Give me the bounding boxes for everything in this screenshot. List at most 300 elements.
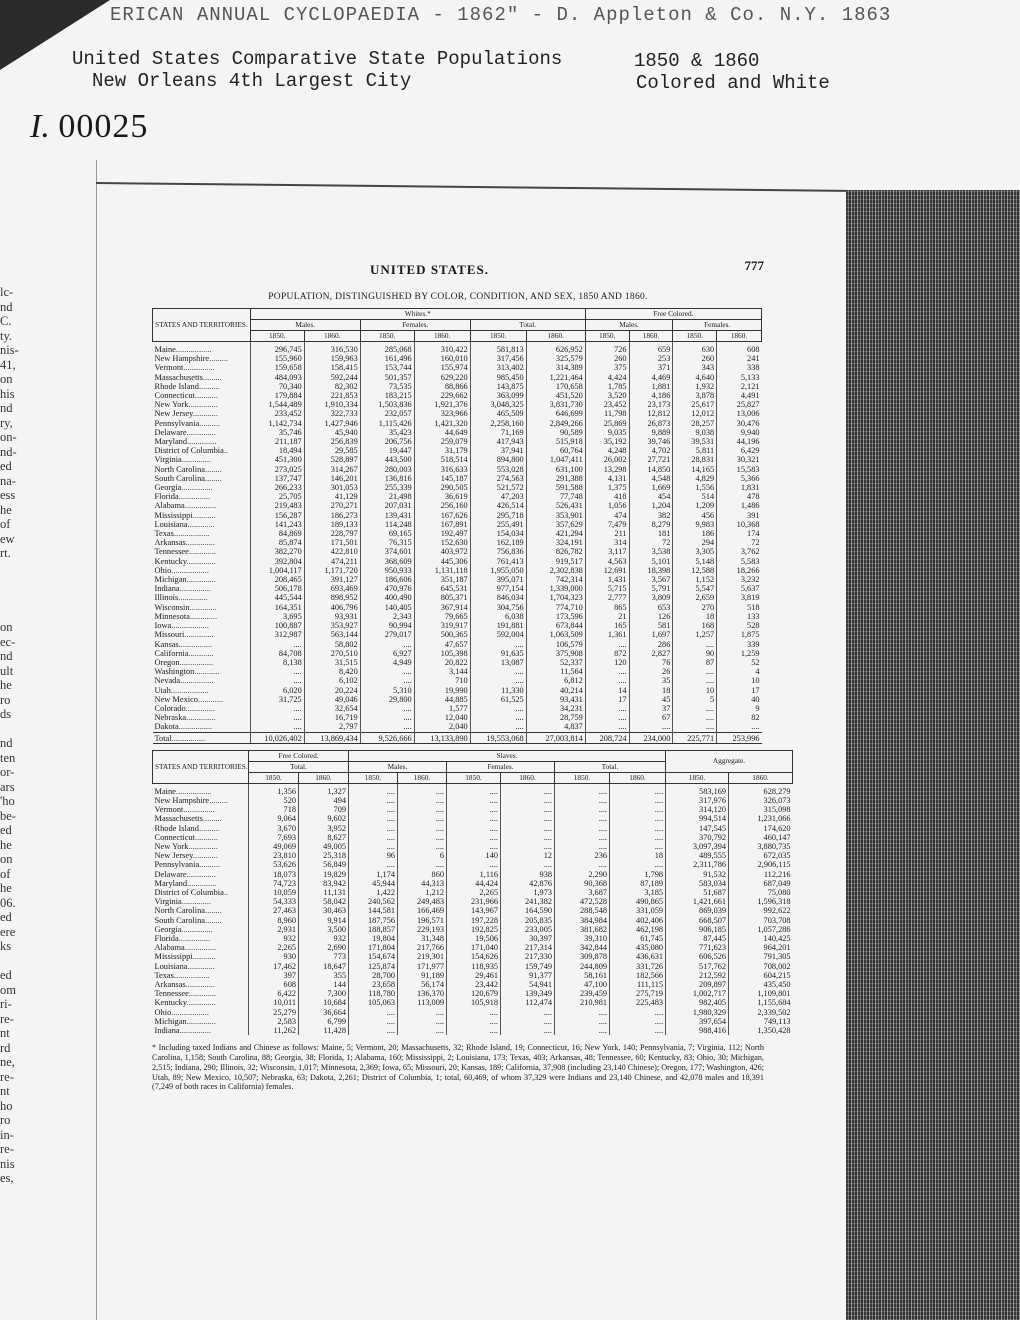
leader-dots: ............... [178, 492, 211, 502]
cell-value: 18,266 [717, 566, 762, 575]
cell-value: 2,265 [447, 888, 501, 897]
leader-dots: .............. [185, 538, 215, 548]
state-name: Vermont [154, 363, 184, 373]
state-name: Louisiana [154, 519, 188, 529]
state-name: Oregon [154, 657, 180, 667]
cell-value: 2,659 [673, 593, 717, 602]
cell-value: .... [717, 722, 762, 732]
row-label [153, 342, 251, 355]
leader-dots: ................. [175, 345, 212, 354]
cell-value: 84,708 [250, 649, 304, 658]
cell-value: 211,187 [250, 437, 304, 446]
cell-value: 17,462 [249, 962, 299, 971]
cell-value: 29,461 [447, 971, 501, 980]
cell-value: 826,782 [526, 547, 585, 556]
cell-value: 470,976 [360, 584, 414, 593]
cell-value: .... [470, 667, 526, 676]
margin-fragment: ne, [0, 1055, 15, 1069]
cell-value: 514 [673, 492, 717, 501]
cell-value: 1,209 [673, 501, 717, 510]
cell-value: 186,273 [304, 511, 360, 520]
cell-value: 35,746 [250, 428, 304, 437]
cell-value: .... [360, 667, 414, 676]
cell-value: 1,697 [629, 630, 673, 639]
year-header: 1850. [555, 772, 610, 783]
leader-dots: ............. [187, 961, 215, 971]
cell-value: 316,633 [414, 465, 470, 474]
state-name: Wisconsin [154, 602, 190, 612]
state-name: Rhode Island [154, 823, 199, 833]
cell-value: .... [398, 1008, 447, 1017]
cell-value: 143,967 [447, 906, 501, 915]
cell-value: 583,034 [666, 879, 729, 888]
leader-dots: ......... [209, 795, 228, 805]
cell-value: 645,531 [414, 584, 470, 593]
row-label [153, 897, 249, 906]
cell-value: 3,144 [414, 667, 470, 676]
sub-header-total: Total. [249, 761, 349, 772]
cell-value: 3,695 [250, 612, 304, 621]
cell-value: 183,215 [360, 391, 414, 400]
cell-value: 3,185 [610, 888, 666, 897]
cell-value: 357,629 [526, 520, 585, 529]
population-table-slaves-aggregate [152, 750, 793, 1035]
cell-value: 14,850 [629, 465, 673, 474]
table-row-total [153, 732, 762, 743]
cell-value: 31,179 [414, 446, 470, 455]
cell-value: 25,318 [299, 851, 349, 860]
cell-value: 28,759 [526, 713, 585, 722]
cell-value: 171,040 [447, 943, 501, 952]
cell-value: .... [585, 667, 629, 676]
cell-value: 4,563 [585, 557, 629, 566]
cell-value: .... [349, 833, 398, 842]
cell-value: 3,538 [629, 547, 673, 556]
cell-value: 11,131 [299, 888, 349, 897]
year-header: 1850. [585, 331, 629, 342]
cell-value: 14 [585, 686, 629, 695]
cell-value: 1,556 [673, 483, 717, 492]
cell-value: 1,486 [717, 501, 762, 510]
cell-value: .... [447, 860, 501, 869]
row-label [153, 492, 251, 501]
cell-value: .... [349, 860, 398, 869]
cell-value: 950,933 [360, 566, 414, 575]
state-name: Delaware [154, 869, 187, 879]
cell-value: 225,483 [610, 998, 666, 1007]
cell-value: 154,626 [447, 952, 501, 961]
table-row-mississippi [153, 511, 762, 520]
cell-value: 710 [414, 676, 470, 685]
cell-value: 4 [717, 667, 762, 676]
cell-value: 91,635 [470, 649, 526, 658]
cell-value: 363,099 [470, 391, 526, 400]
row-label [153, 437, 251, 446]
table-row-pennsylvania [153, 419, 762, 428]
cell-value: 255,491 [470, 520, 526, 529]
leader-dots: ........ [204, 473, 222, 483]
cell-value: .... [673, 676, 717, 685]
cell-value: 435,080 [610, 943, 666, 952]
cell-value: 581 [629, 621, 673, 630]
cell-value: .... [349, 1017, 398, 1026]
cell-value: 314,267 [304, 465, 360, 474]
cell-value: .... [447, 1026, 501, 1035]
state-name: Georgia [154, 924, 182, 934]
margin-fragment [0, 954, 40, 969]
table-row-kansas [153, 640, 762, 649]
row-label [153, 1008, 249, 1017]
cell-value: 136,370 [398, 989, 447, 998]
cell-value: 274,563 [470, 474, 526, 483]
cell-value: .... [250, 722, 304, 732]
cell-value: 5,310 [360, 686, 414, 695]
table-row-new-jersey [153, 851, 793, 860]
cell-value: 219,483 [250, 501, 304, 510]
state-name: Texas [154, 970, 174, 980]
cell-value: 211 [585, 529, 629, 538]
cell-value: 673,844 [526, 621, 585, 630]
margin-fragment: nd [0, 736, 13, 750]
cell-value: .... [360, 640, 414, 649]
table-row-illinois [153, 593, 762, 602]
cell-value: 9,064 [249, 814, 299, 823]
cell-value: 13,087 [470, 658, 526, 667]
cell-value: .... [501, 796, 555, 805]
cell-value: 170,658 [526, 382, 585, 391]
cell-value: .... [360, 704, 414, 713]
cell-value: 994,514 [666, 814, 729, 823]
document-id-prefix: I. [30, 108, 50, 145]
cell-value: 9 [717, 704, 762, 713]
cell-value: 2,339,502 [729, 1008, 793, 1017]
cell-value: 3,762 [717, 547, 762, 556]
cell-value: 314 [585, 538, 629, 547]
cell-value: 10 [673, 686, 717, 695]
cell-value: 489,555 [666, 851, 729, 860]
table-row-virginia [153, 455, 762, 464]
cell-value: 118,780 [349, 989, 398, 998]
margin-fragment: in- [0, 1127, 14, 1142]
state-name: Tennessee [154, 547, 189, 557]
state-name: Dakota [154, 722, 179, 732]
cell-value: 1,361 [585, 630, 629, 639]
state-name: Arkansas [154, 538, 186, 548]
state-name: Massachusetts [154, 814, 203, 824]
cell-value: .... [470, 676, 526, 685]
row-label [153, 879, 249, 888]
stub-header: STATES AND TERRITORIES. [153, 309, 251, 342]
margin-fragment: ks [0, 939, 12, 953]
total-value: 253,996 [717, 732, 762, 743]
cell-value: 630 [673, 342, 717, 355]
leader-dots: ............ [192, 851, 218, 861]
margin-fragment: re- [0, 1069, 14, 1084]
cell-value: 1,421,320 [414, 419, 470, 428]
state-name: Pennsylvania [154, 860, 200, 870]
row-label [153, 833, 249, 842]
cell-value: 164,590 [501, 906, 555, 915]
state-name: Massachusetts [154, 372, 203, 382]
margin-fragment: nt [0, 1084, 10, 1098]
cell-value: .... [349, 783, 398, 796]
book-page [152, 258, 791, 1092]
cell-value: 2,265 [249, 943, 299, 952]
cell-value: .... [447, 824, 501, 833]
cell-value: 326,073 [729, 796, 793, 805]
cell-value: 1,831 [717, 483, 762, 492]
table-row-new-mexico [153, 695, 762, 704]
cell-value: 1,204 [629, 501, 673, 510]
cell-value: 49,046 [304, 695, 360, 704]
row-label [153, 455, 251, 464]
cell-value: 653 [629, 603, 673, 612]
cell-value: 249,483 [398, 897, 447, 906]
row-label [153, 584, 251, 593]
state-name: New Jersey [154, 409, 193, 419]
cell-value: 167,626 [414, 511, 470, 520]
leader-dots: .............. [184, 630, 214, 640]
cell-value: 71,169 [470, 428, 526, 437]
row-label [153, 916, 249, 925]
cell-value: .... [555, 1026, 610, 1035]
leader-dots: .................. [171, 565, 209, 575]
table-row-district-of-columbia [153, 446, 762, 455]
state-name: New York [154, 400, 189, 410]
cell-value: .... [629, 722, 673, 732]
cell-value: 1,544,489 [250, 400, 304, 409]
cell-value: 47,203 [470, 492, 526, 501]
cell-value: 2,302,838 [526, 566, 585, 575]
leader-dots: .............. [187, 878, 217, 888]
cell-value: 313,402 [470, 363, 526, 372]
cell-value: .... [447, 1008, 501, 1017]
cell-value: 5,148 [673, 557, 717, 566]
state-name: New Jersey [154, 851, 193, 861]
cell-value: .... [501, 783, 555, 796]
margin-fragment: re- [0, 1011, 14, 1026]
year-header: 1860. [414, 331, 470, 342]
cell-value: 384,984 [555, 916, 610, 925]
leader-dots: .............. [186, 998, 216, 1008]
cell-value: 3,097,394 [666, 842, 729, 851]
cell-value: 144 [299, 980, 349, 989]
row-label [153, 547, 251, 556]
cell-value: 331,059 [610, 906, 666, 915]
cell-value: 606,526 [666, 952, 729, 961]
cell-value: 21 [585, 612, 629, 621]
cell-value: 23,658 [349, 980, 398, 989]
cell-value: 159,658 [250, 363, 304, 372]
state-name: Ohio [154, 565, 172, 575]
cell-value: .... [349, 805, 398, 814]
cell-value: 286 [629, 640, 673, 649]
cell-value: 1,056 [585, 501, 629, 510]
cell-value: 310,422 [414, 342, 470, 355]
cell-value: 51,687 [666, 888, 729, 897]
cell-value: .... [555, 783, 610, 796]
cell-value: 240,562 [349, 897, 398, 906]
margin-fragment: ec- [0, 634, 16, 649]
cell-value: 173,596 [526, 612, 585, 621]
table-row-indiana [153, 584, 762, 593]
cell-value: 42,876 [501, 879, 555, 888]
cell-value: 158,415 [304, 363, 360, 372]
cell-value: .... [610, 1008, 666, 1017]
cell-value: 930 [249, 952, 299, 961]
cell-value: .... [349, 1026, 398, 1035]
cell-value: 846,034 [470, 593, 526, 602]
state-name: Colorado [154, 703, 186, 713]
cell-value: 166,469 [398, 906, 447, 915]
cell-value: 2,258,160 [470, 419, 526, 428]
table-row-new-hampshire [153, 796, 793, 805]
cell-value: 23,173 [629, 400, 673, 409]
table-row-california [153, 649, 762, 658]
table-row-tennessee [153, 547, 762, 556]
cell-value: 13,006 [717, 409, 762, 418]
row-label [153, 446, 251, 455]
row-label [153, 593, 251, 602]
cell-value: 646,699 [526, 409, 585, 418]
cell-value: .... [585, 640, 629, 649]
state-name: Missouri [154, 630, 185, 640]
leader-dots: .............. [188, 841, 218, 851]
cell-value: .... [349, 1008, 398, 1017]
cell-value: 35 [629, 676, 673, 685]
cell-value: .... [470, 704, 526, 713]
row-label [153, 511, 251, 520]
cell-value: 484,093 [250, 373, 304, 382]
cell-value: 932 [299, 934, 349, 943]
cell-value: 977,154 [470, 584, 526, 593]
cell-value: 126 [629, 612, 673, 621]
cell-value: 9,914 [299, 916, 349, 925]
cell-value: 371 [629, 363, 673, 372]
cell-value: 161,496 [360, 354, 414, 363]
running-title: UNITED STATES. [370, 262, 489, 277]
cell-value: 28,831 [673, 455, 717, 464]
cell-value: .... [555, 860, 610, 869]
cell-value: 19,829 [299, 870, 349, 879]
cell-value: 6,812 [526, 676, 585, 685]
leader-dots: .............. [186, 575, 216, 585]
cell-value: 5,583 [717, 557, 762, 566]
total-value: 234,000 [629, 732, 673, 743]
cell-value: 217,314 [501, 943, 555, 952]
cell-value: 1,327 [299, 783, 349, 796]
year-header: 1860. [501, 772, 555, 783]
cell-value: 756,836 [470, 547, 526, 556]
cell-value: 72 [717, 538, 762, 547]
cell-value: 454 [629, 492, 673, 501]
table-row-massachusetts [153, 373, 762, 382]
row-label [153, 722, 251, 732]
cell-value: 631,100 [526, 465, 585, 474]
table-row-new-york [153, 400, 762, 409]
table-row-north-carolina [153, 465, 762, 474]
cell-value: 26,002 [585, 455, 629, 464]
margin-fragment: re- [0, 1142, 14, 1156]
leader-dots: ................ [179, 657, 214, 667]
cell-value: .... [610, 860, 666, 869]
table-row-vermont [153, 805, 793, 814]
margin-fragment: 06. [0, 895, 16, 910]
cell-value: 443,500 [360, 455, 414, 464]
cell-value: 19,804 [349, 934, 398, 943]
cell-value: 221,853 [304, 391, 360, 400]
state-name: Tennessee [154, 989, 189, 999]
cell-value: 105,398 [414, 649, 470, 658]
cell-value: 465,509 [470, 409, 526, 418]
cell-value: 687,049 [729, 879, 793, 888]
cell-value: 76 [629, 658, 673, 667]
row-label [153, 783, 249, 796]
cell-value: 938 [501, 870, 555, 879]
table-row-maine [153, 342, 762, 355]
cell-value: 9,889 [629, 428, 673, 437]
cell-value: 932 [249, 934, 299, 943]
cell-value: 12,040 [414, 713, 470, 722]
table1-body [153, 342, 762, 744]
cell-value: 4,829 [673, 474, 717, 483]
cell-value: 171,501 [304, 538, 360, 547]
leader-dots: ......... [209, 354, 228, 364]
row-label [153, 824, 249, 833]
cell-value: 472,528 [555, 897, 610, 906]
cell-value: 144,581 [349, 906, 398, 915]
cell-value: 232,057 [360, 409, 414, 418]
table-row-georgia [153, 925, 793, 934]
state-name: Alabama [154, 943, 185, 953]
cell-value: 894,800 [470, 455, 526, 464]
sub-header-females-colored: Females. [673, 320, 762, 331]
cell-value: 355 [299, 971, 349, 980]
cell-value: 982,405 [666, 998, 729, 1007]
cell-value: 2,343 [360, 612, 414, 621]
table-row-texas [153, 971, 793, 980]
leader-dots: ........... [194, 832, 218, 842]
cell-value: .... [585, 704, 629, 713]
margin-fragment: 'ho [0, 794, 15, 808]
cell-value: 314,120 [666, 805, 729, 814]
cell-value: 35,192 [585, 437, 629, 446]
cell-value: .... [673, 704, 717, 713]
cell-value: 608 [717, 342, 762, 355]
table-row-texas [153, 529, 762, 538]
cell-value: 188,857 [349, 925, 398, 934]
cell-value: 18,073 [249, 870, 299, 879]
row-label [153, 805, 249, 814]
cell-value: 10,011 [249, 998, 299, 1007]
cell-value: 592,244 [304, 373, 360, 382]
cell-value: 520 [249, 796, 299, 805]
cell-value: 2,290 [555, 870, 610, 879]
cell-value: 19,990 [414, 686, 470, 695]
table-row-washington [153, 667, 762, 676]
cell-value: 426,514 [470, 501, 526, 510]
cell-value: 1,596,318 [729, 897, 793, 906]
cell-value: 270,271 [304, 501, 360, 510]
sub-header-total: Total. [470, 320, 585, 331]
margin-fragment: 41, [0, 357, 16, 372]
table-row-ohio [153, 566, 762, 575]
cell-value: 25,617 [673, 400, 717, 409]
cell-value: 3,500 [299, 925, 349, 934]
cell-value: .... [555, 842, 610, 851]
leader-dots: ............... [184, 943, 217, 953]
cell-value: 52,337 [526, 658, 585, 667]
